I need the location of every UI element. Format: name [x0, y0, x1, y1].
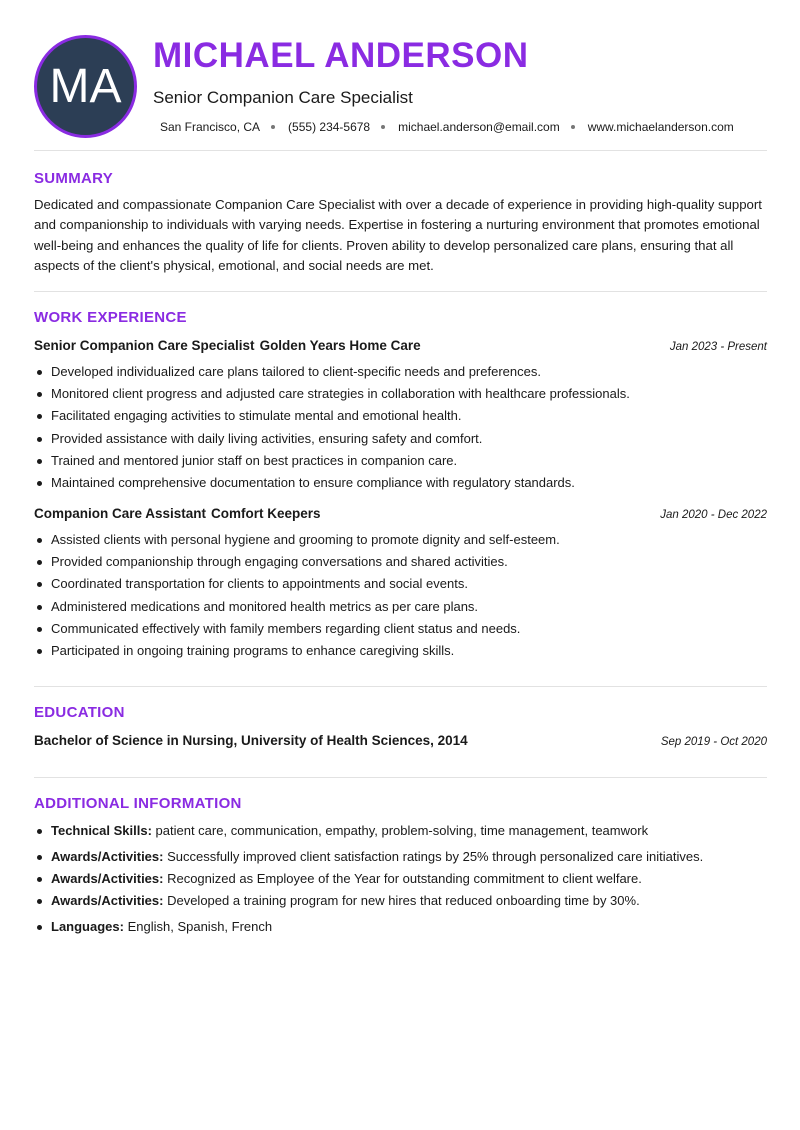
divider [34, 777, 767, 778]
bullet-item [34, 428, 769, 450]
education-heading: EDUCATION [34, 704, 125, 721]
bullet-item [34, 405, 769, 427]
contact-email[interactable]: michael.anderson@email.com [398, 120, 560, 134]
bullet-text: Monitored client progress and adjusted care strategies in collaboration with healthcare professionals. [51, 386, 630, 402]
contact-location: San Francisco, CA [160, 120, 261, 134]
info-item [34, 917, 272, 937]
bullet-item [34, 361, 769, 383]
bullet-item [34, 596, 769, 618]
divider [34, 150, 767, 151]
bullet-item [34, 450, 769, 472]
info-label: Awards/Activities: [51, 849, 164, 864]
separator-dot [271, 125, 275, 129]
bullet-dot [37, 899, 42, 904]
info-label: Awards/Activities: [51, 871, 164, 886]
info-text: Successfully improved client satisfaction ratings by 25% through personalized care initiatives. [163, 849, 704, 864]
bullet-dot [37, 627, 42, 632]
bullet-item [34, 529, 769, 551]
job-role: Senior Companion Care Specialist [34, 338, 255, 353]
summary-text: Dedicated and compassionate Companion Care Specialist with over a decade of experience in providing high-quality support and companionship to individuals with varying needs. Expertise in fostering a nurturing environment that promotes emotional well-being and enhances the quality of life for clients. Proven ability to develop personalized care plans, ensuring that all aspects of the client's physical, emotional, and social needs are met. [34, 197, 762, 273]
bullet-item [34, 640, 769, 662]
job-header [34, 506, 767, 521]
job-dates: Jan 2020 - Dec 2022 [660, 509, 767, 521]
contact-website[interactable]: www.michaelanderson.com [587, 120, 734, 134]
bullet-text: Assisted clients with personal hygiene and grooming to promote dignity and self-esteem. [51, 532, 560, 547]
job-bullets [34, 529, 769, 662]
job-role: Companion Care Assistant [34, 506, 207, 521]
bullet-text: Provided assistance with daily living activities, ensuring safety and comfort. [51, 430, 483, 446]
job-title-company [34, 338, 421, 353]
info-text: patient care, communication, empathy, problem-solving, time management, teamwork [151, 823, 649, 838]
bullet-text: Participated in ongoing training programs to enhance caregiving skills. [51, 643, 455, 659]
separator-dot [381, 125, 385, 129]
info-item [34, 821, 648, 841]
bullet-dot [37, 560, 42, 565]
info-text: English, Spanish, French [123, 919, 273, 934]
bullet-dot [37, 855, 42, 860]
info-label: Technical Skills: [51, 823, 152, 838]
bullet-dot [37, 414, 42, 419]
candidate-name: MICHAEL ANDERSON [153, 36, 529, 75]
bullet-dot [37, 538, 42, 543]
separator-dot [571, 125, 575, 129]
bullet-item [34, 472, 769, 494]
experience-heading: WORK EXPERIENCE [34, 309, 187, 326]
bullet-text: Administered medications and monitored health metrics as per care plans. [51, 598, 479, 614]
education-entry [34, 733, 767, 748]
info-item [34, 869, 642, 889]
bullet-text: Maintained comprehensive documentation to ensure compliance with regulatory standards. [51, 475, 575, 491]
info-text: Developed a training program for new hires that reduced onboarding time by 30%. [163, 893, 640, 908]
summary-heading: SUMMARY [34, 170, 114, 187]
avatar-initials: MA [49, 60, 122, 113]
info-item [34, 847, 703, 867]
info-item [34, 891, 640, 911]
bullet-item [34, 551, 769, 573]
bullet-text: Developed individualized care plans tailored to client-specific needs and preferences. [51, 364, 541, 379]
bullet-dot [37, 605, 42, 610]
contact-phone: (555) 234-5678 [288, 120, 371, 134]
bullet-item [34, 573, 769, 595]
bullet-dot [37, 437, 42, 442]
job-company: Comfort Keepers [211, 506, 321, 521]
contact-line [160, 120, 734, 134]
divider [34, 686, 767, 687]
bullet-dot [37, 481, 42, 486]
bullet-dot [37, 877, 42, 882]
bullet-text: Trained and mentored junior staff on best practices in companion care. [51, 452, 458, 468]
bullet-dot [37, 370, 42, 375]
bullet-text: Facilitated engaging activities to stimulate mental and emotional health. [51, 408, 462, 424]
avatar [34, 35, 137, 138]
bullet-dot [37, 925, 42, 930]
divider [34, 291, 767, 292]
candidate-title: Senior Companion Care Specialist [153, 88, 413, 107]
info-label: Languages: [51, 919, 124, 934]
bullet-dot [37, 459, 42, 464]
job-bullets [34, 361, 769, 494]
info-text: Recognized as Employee of the Year for outstanding commitment to client welfare. [163, 871, 642, 886]
job-company: Golden Years Home Care [259, 338, 421, 353]
education-degree: Bachelor of Science in Nursing, University of Health Sciences, 2014 [34, 733, 468, 748]
bullet-dot [37, 392, 42, 397]
info-label: Awards/Activities: [51, 893, 164, 908]
bullet-text: Communicated effectively with family members regarding client status and needs. [51, 620, 521, 636]
bullet-item [34, 383, 769, 405]
job-title-company [34, 506, 321, 521]
bullet-text: Provided companionship through engaging conversations and shared activities. [51, 554, 508, 570]
bullet-dot [37, 829, 42, 834]
bullet-text: Coordinated transportation for clients to appointments and social events. [51, 576, 468, 592]
additional-heading: ADDITIONAL INFORMATION [34, 795, 242, 812]
job-dates: Jan 2023 - Present [669, 341, 767, 353]
bullet-dot [37, 649, 42, 654]
job-header [34, 338, 767, 353]
education-dates: Sep 2019 - Oct 2020 [660, 736, 767, 748]
bullet-dot [37, 582, 42, 587]
bullet-item [34, 618, 769, 640]
